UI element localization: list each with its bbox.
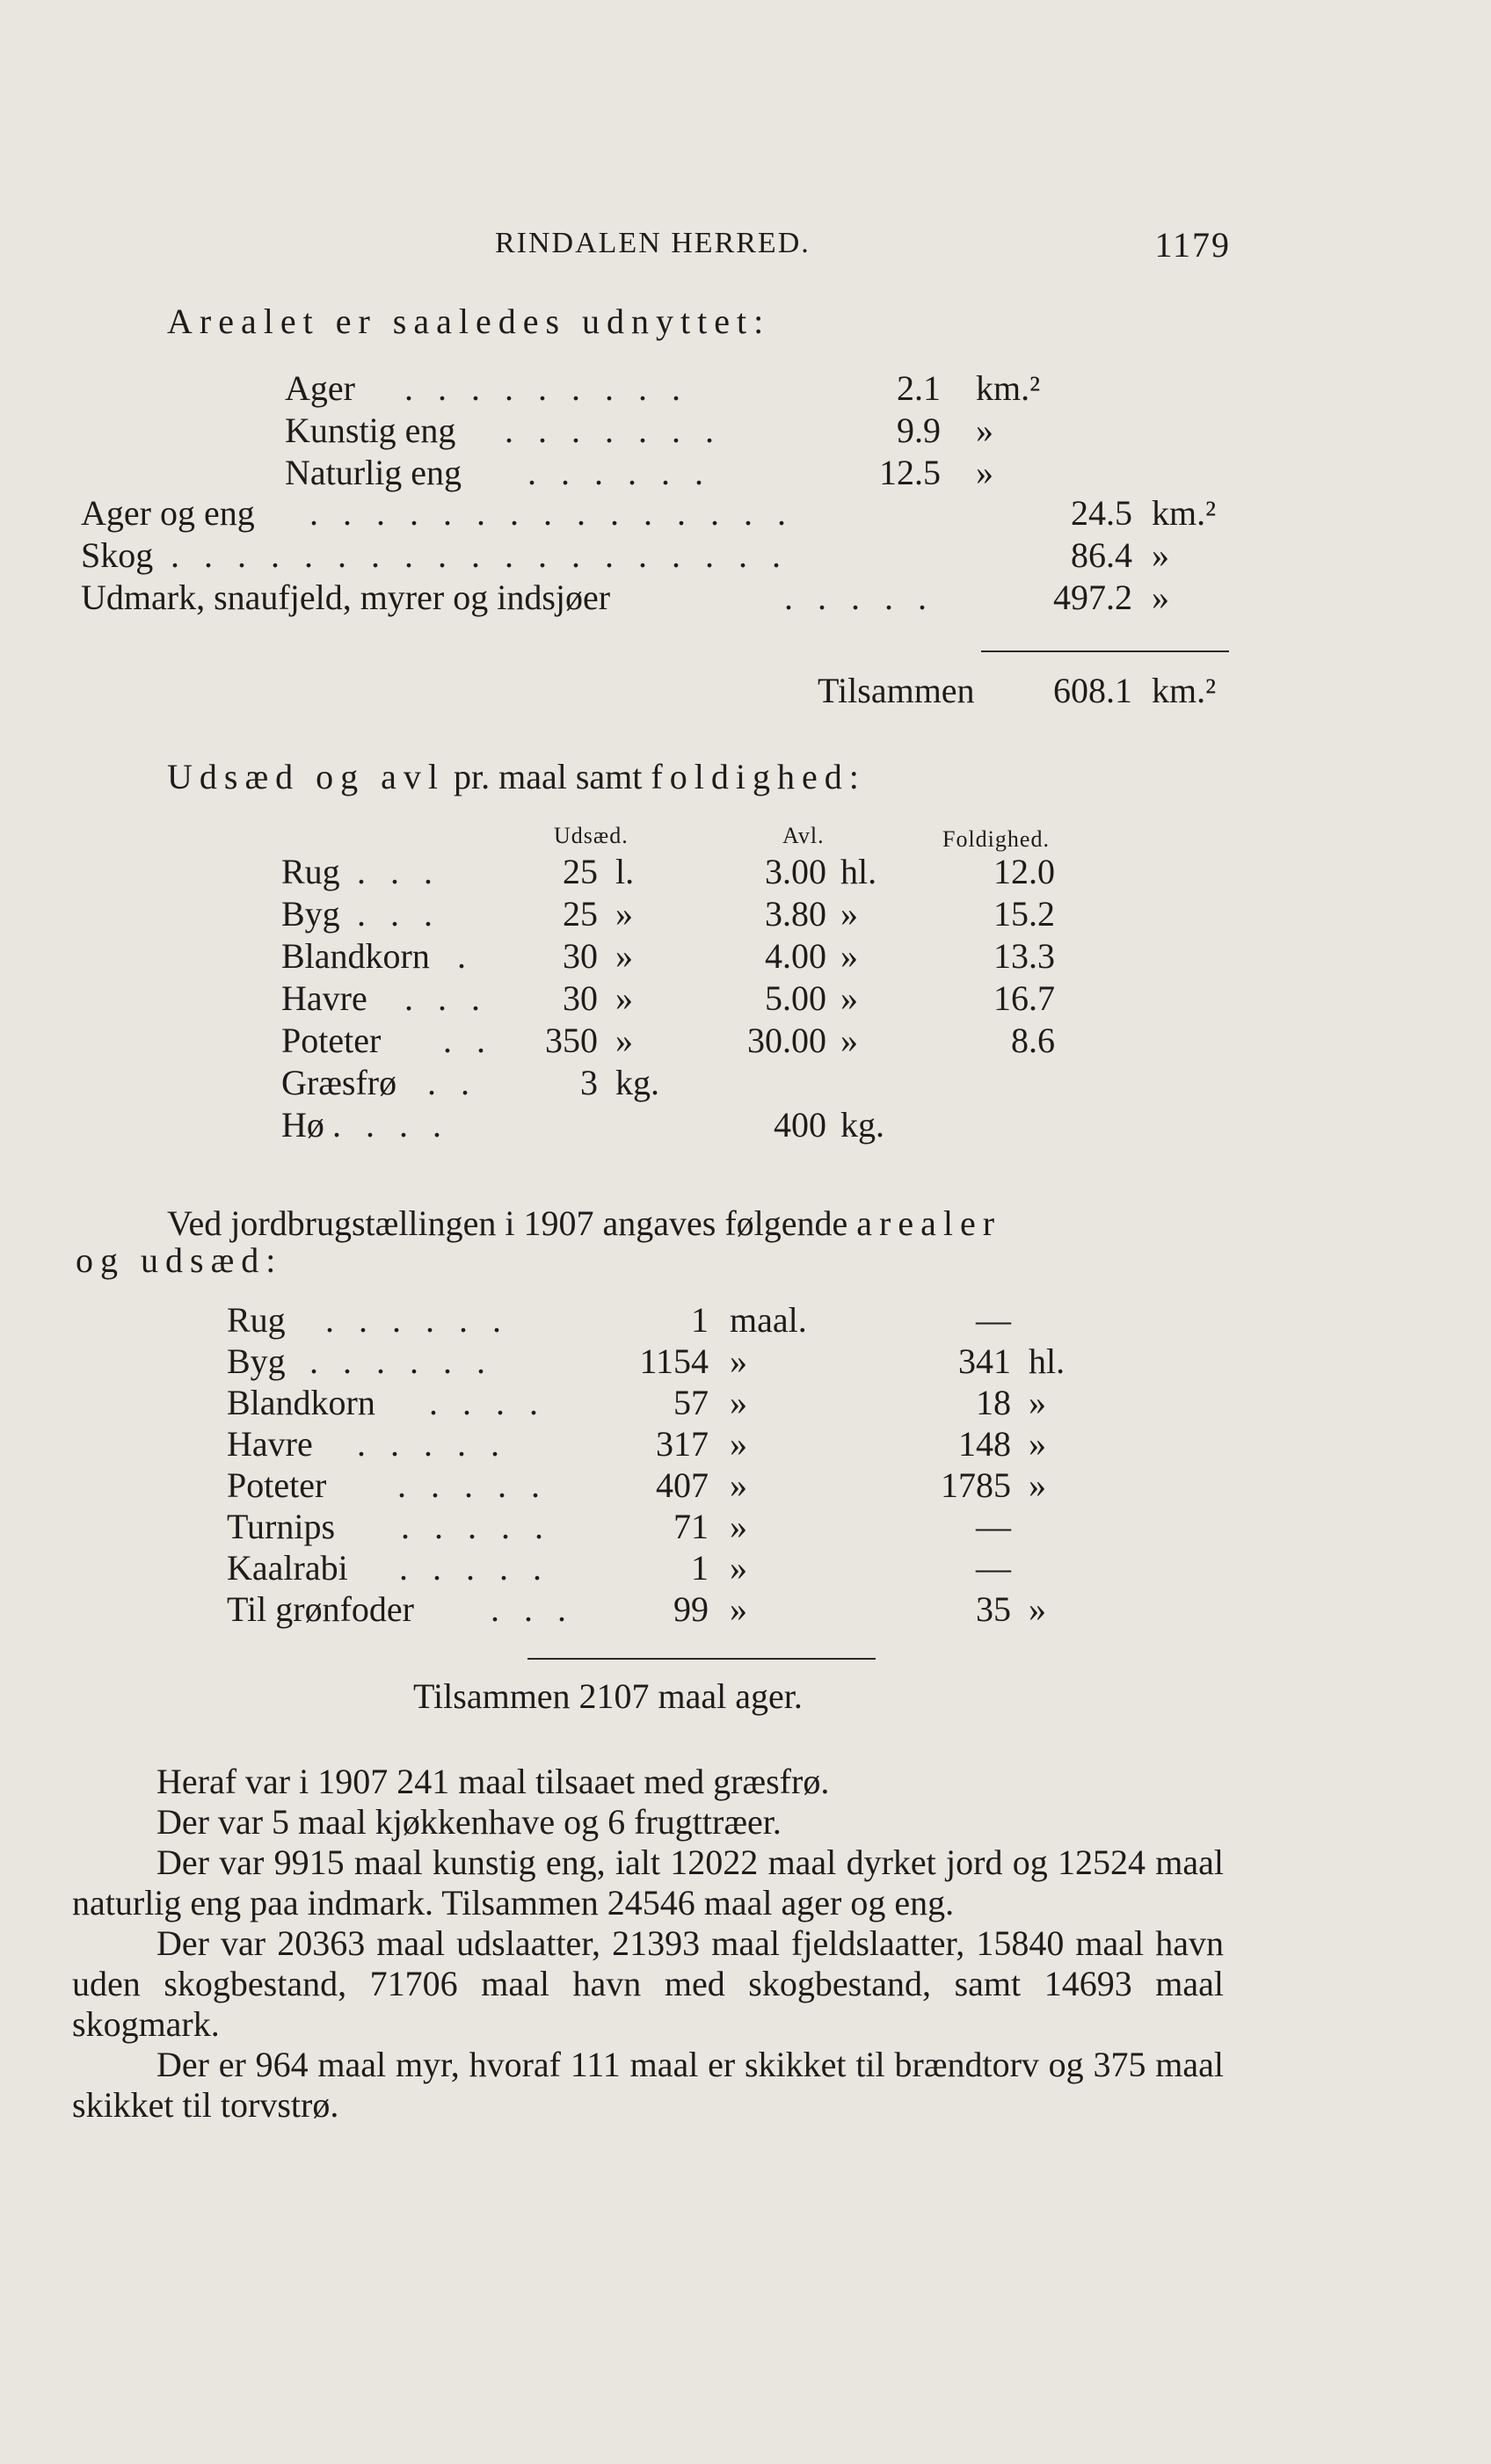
- area-total-label: Tilsammen: [818, 671, 975, 710]
- yield-unit: »: [840, 936, 858, 976]
- area-unit: km.²: [976, 368, 1041, 408]
- leader-dots: . .: [427, 1063, 477, 1102]
- leader-dots: . .: [443, 1021, 493, 1060]
- crop-name: Havre: [281, 978, 367, 1018]
- leader-dots: . . .: [357, 894, 440, 934]
- area-label: Udmark, snaufjeld, myrer og indsjøer: [81, 578, 611, 617]
- fold-value: 15.2: [993, 894, 1055, 934]
- leader-dots: . . . . . .: [309, 1341, 493, 1381]
- seed-unit: »: [1029, 1424, 1046, 1464]
- area-total-unit: km.²: [1152, 671, 1217, 710]
- area-value: 86.4: [1071, 535, 1132, 575]
- yield-value: 3.80: [765, 894, 826, 934]
- area-value: 71: [673, 1507, 709, 1546]
- census-row: [0, 1423, 1491, 1467]
- seed-unit: kg.: [615, 1063, 659, 1102]
- crop-name: Hø: [281, 1105, 324, 1145]
- yield-row: [0, 1062, 1491, 1106]
- leader-dots: . . .: [404, 978, 488, 1018]
- area-heading: Arealet er saaledes udnyttet:: [167, 302, 771, 341]
- seed-value: 25: [563, 894, 598, 934]
- seed-value: 148: [958, 1424, 1011, 1464]
- crop-name: Poteter: [281, 1021, 382, 1060]
- yield-row: [0, 978, 1491, 1021]
- census-row: [0, 1465, 1491, 1508]
- area-unit: »: [1152, 578, 1169, 617]
- leader-dots: . . . . .: [399, 1548, 549, 1588]
- running-header: RINDALEN HERRED.: [495, 227, 811, 259]
- seed-value: 30: [563, 978, 598, 1018]
- seed-unit: »: [615, 1021, 633, 1060]
- yield-unit: kg.: [840, 1105, 884, 1145]
- seed-unit: hl.: [1029, 1341, 1066, 1381]
- area-value: 1: [691, 1300, 709, 1340]
- leader-dots: . . . . .: [357, 1424, 507, 1464]
- area-subrow: [0, 410, 1491, 454]
- yield-value: 4.00: [765, 936, 826, 976]
- seed-value: —: [976, 1548, 1011, 1588]
- census-row: [0, 1547, 1491, 1591]
- leader-dots: . . .: [357, 852, 440, 891]
- leader-dots: . . . . . . . . . . . . . . .: [309, 493, 794, 533]
- yield-row: [0, 893, 1491, 937]
- area-row: [0, 534, 1491, 578]
- seed-value: 3: [580, 1063, 598, 1102]
- census-intro-line1: [167, 1203, 1001, 1244]
- area-unit: »: [976, 411, 993, 450]
- crop-name: Blandkorn: [227, 1383, 375, 1422]
- seed-unit: »: [1029, 1589, 1046, 1629]
- yield-unit: »: [840, 894, 858, 934]
- area-label: Naturlig eng: [285, 453, 462, 492]
- fold-value: 12.0: [993, 852, 1055, 891]
- area-unit: km.²: [1152, 493, 1217, 533]
- seed-value: 341: [958, 1341, 1011, 1381]
- seed-value: 350: [545, 1021, 598, 1060]
- area-unit: maal.: [730, 1300, 807, 1340]
- paragraph-5: Der er 964 maal myr, hvoraf 111 maal er skikket til brændtorv og 375 maal skikket til torvstrø.: [72, 2045, 1224, 2125]
- area-label: Kunstig eng: [285, 411, 456, 450]
- crop-name: Rug: [227, 1300, 286, 1340]
- leader-dots: .: [457, 936, 474, 976]
- area-value: 9.9: [897, 411, 941, 450]
- crop-name: Til grønfoder: [227, 1589, 414, 1629]
- yield-row: [0, 1020, 1491, 1064]
- leader-dots: . . .: [491, 1589, 574, 1629]
- crop-name: Rug: [281, 852, 340, 891]
- seed-value: —: [976, 1507, 1011, 1546]
- area-subrow: [0, 367, 1491, 411]
- yield-heading: [167, 756, 866, 797]
- census-intro-text: Ved jordbrugstællingen i 1907 angaves følgende: [167, 1203, 848, 1243]
- area-value: 2.1: [897, 368, 941, 408]
- area-value: 57: [673, 1383, 709, 1422]
- paragraph-4: Der var 20363 maal udslaatter, 21393 maal fjeldslaatter, 15840 maal havn uden skogbestand, 71706 maal havn med skogbestand, samt 14693 maal skogmark.: [72, 1923, 1224, 2044]
- crop-name: Kaalrabi: [227, 1548, 348, 1588]
- area-value: 317: [656, 1424, 709, 1464]
- area-unit: »: [1152, 535, 1169, 575]
- leader-dots: . . . . .: [401, 1507, 551, 1546]
- yield-row: [0, 935, 1491, 979]
- leader-dots: . . . .: [332, 1105, 449, 1145]
- seed-unit: »: [615, 978, 633, 1018]
- crop-name: Havre: [227, 1424, 313, 1464]
- leader-dots: . . . .: [429, 1383, 546, 1422]
- seed-unit: »: [615, 894, 633, 934]
- census-sum-rule: [527, 1658, 876, 1660]
- col-header-seed: Udsæd.: [554, 823, 629, 848]
- crop-name: Græsfrø: [281, 1063, 397, 1102]
- crop-name: Blandkorn: [281, 936, 430, 976]
- seed-value: 25: [563, 852, 598, 891]
- area-value: 407: [656, 1465, 709, 1505]
- yield-row: [0, 1104, 1491, 1148]
- yield-row: [0, 851, 1491, 895]
- leader-dots: . . . . .: [397, 1465, 548, 1505]
- area-row: [0, 492, 1491, 536]
- fold-value: 16.7: [993, 978, 1055, 1018]
- census-row: [0, 1382, 1491, 1426]
- leader-dots: . . . . . .: [527, 453, 711, 492]
- area-sum-rule: [981, 651, 1229, 652]
- area-unit: »: [730, 1507, 747, 1546]
- yield-heading-part-a: Udsæd og avl: [167, 757, 445, 796]
- yield-value: 3.00: [765, 852, 826, 891]
- seed-unit: »: [615, 936, 633, 976]
- area-unit: »: [730, 1465, 747, 1505]
- seed-unit: »: [1029, 1383, 1046, 1422]
- area-unit: »: [730, 1383, 747, 1422]
- area-value: 24.5: [1071, 493, 1132, 533]
- yield-unit: »: [840, 1021, 858, 1060]
- area-label: Skog: [81, 535, 154, 575]
- area-unit: »: [730, 1589, 747, 1629]
- area-unit: »: [976, 453, 993, 492]
- area-value: 1: [691, 1548, 709, 1588]
- paragraph-2: Der var 5 maal kjøkkenhave og 6 frugttræer.: [156, 1802, 782, 1842]
- area-label: Ager og eng: [81, 493, 255, 533]
- seed-value: 35: [976, 1589, 1011, 1629]
- seed-value: 1785: [941, 1465, 1011, 1505]
- fold-value: 8.6: [1011, 1021, 1055, 1060]
- area-total-row: [0, 670, 1491, 714]
- census-row: [0, 1299, 1491, 1343]
- seed-unit: »: [1029, 1465, 1046, 1505]
- yield-heading-part-c: foldighed:: [651, 757, 866, 796]
- area-unit: »: [730, 1548, 747, 1588]
- leader-dots: . . . . . .: [325, 1300, 509, 1340]
- leader-dots: . . . . . . . . .: [404, 368, 688, 408]
- leader-dots: . . . . . . .: [505, 411, 722, 450]
- crop-name: Turnips: [227, 1507, 336, 1546]
- area-value: 1154: [639, 1341, 709, 1381]
- census-row: [0, 1506, 1491, 1550]
- page-number: 1179: [1154, 225, 1231, 265]
- crop-name: Poteter: [227, 1465, 327, 1505]
- col-header-fold: Foldighed.: [942, 826, 1050, 852]
- area-total-value: 608.1: [1053, 671, 1132, 710]
- census-intro-line2: og udsæd:: [76, 1240, 283, 1280]
- census-total: Tilsammen 2107 maal ager.: [413, 1676, 803, 1716]
- area-value: 497.2: [1053, 578, 1132, 617]
- census-row: [0, 1341, 1491, 1385]
- area-value: 12.5: [879, 453, 941, 492]
- yield-heading-part-b: pr. maal samt: [454, 757, 643, 796]
- col-header-yield: Avl.: [782, 823, 825, 848]
- area-unit: »: [730, 1424, 747, 1464]
- seed-unit: l.: [615, 852, 635, 891]
- body-text: [72, 1762, 1224, 2126]
- area-row: [0, 577, 1491, 621]
- seed-value: —: [976, 1300, 1011, 1340]
- leader-dots: . . . . .: [784, 578, 935, 617]
- yield-value: 400: [774, 1105, 826, 1145]
- area-value: 99: [673, 1589, 709, 1629]
- seed-value: 30: [563, 936, 598, 976]
- yield-unit: hl.: [840, 852, 877, 891]
- yield-value: 30.00: [747, 1021, 826, 1060]
- leader-dots: . . . . . . . . . . . . . . . . . . .: [171, 535, 789, 575]
- paragraph-3: Der var 9915 maal kunstig eng, ialt 12022 maal dyrket jord og 12524 maal naturlig eng paa indmark. Tilsammen 24546 maal ager og eng.: [72, 1843, 1224, 1923]
- census-row: [0, 1588, 1491, 1632]
- yield-unit: »: [840, 978, 858, 1018]
- crop-name: Byg: [227, 1341, 286, 1381]
- area-subrow: [0, 452, 1491, 496]
- area-unit: »: [730, 1341, 747, 1381]
- fold-value: 13.3: [993, 936, 1055, 976]
- yield-value: 5.00: [765, 978, 826, 1018]
- paragraph-1: Heraf var i 1907 241 maal tilsaaet med græsfrø.: [156, 1762, 830, 1801]
- area-label: Ager: [285, 368, 355, 408]
- seed-value: 18: [976, 1383, 1011, 1422]
- crop-name: Byg: [281, 894, 340, 934]
- census-intro-spaced: arealer: [856, 1203, 1002, 1243]
